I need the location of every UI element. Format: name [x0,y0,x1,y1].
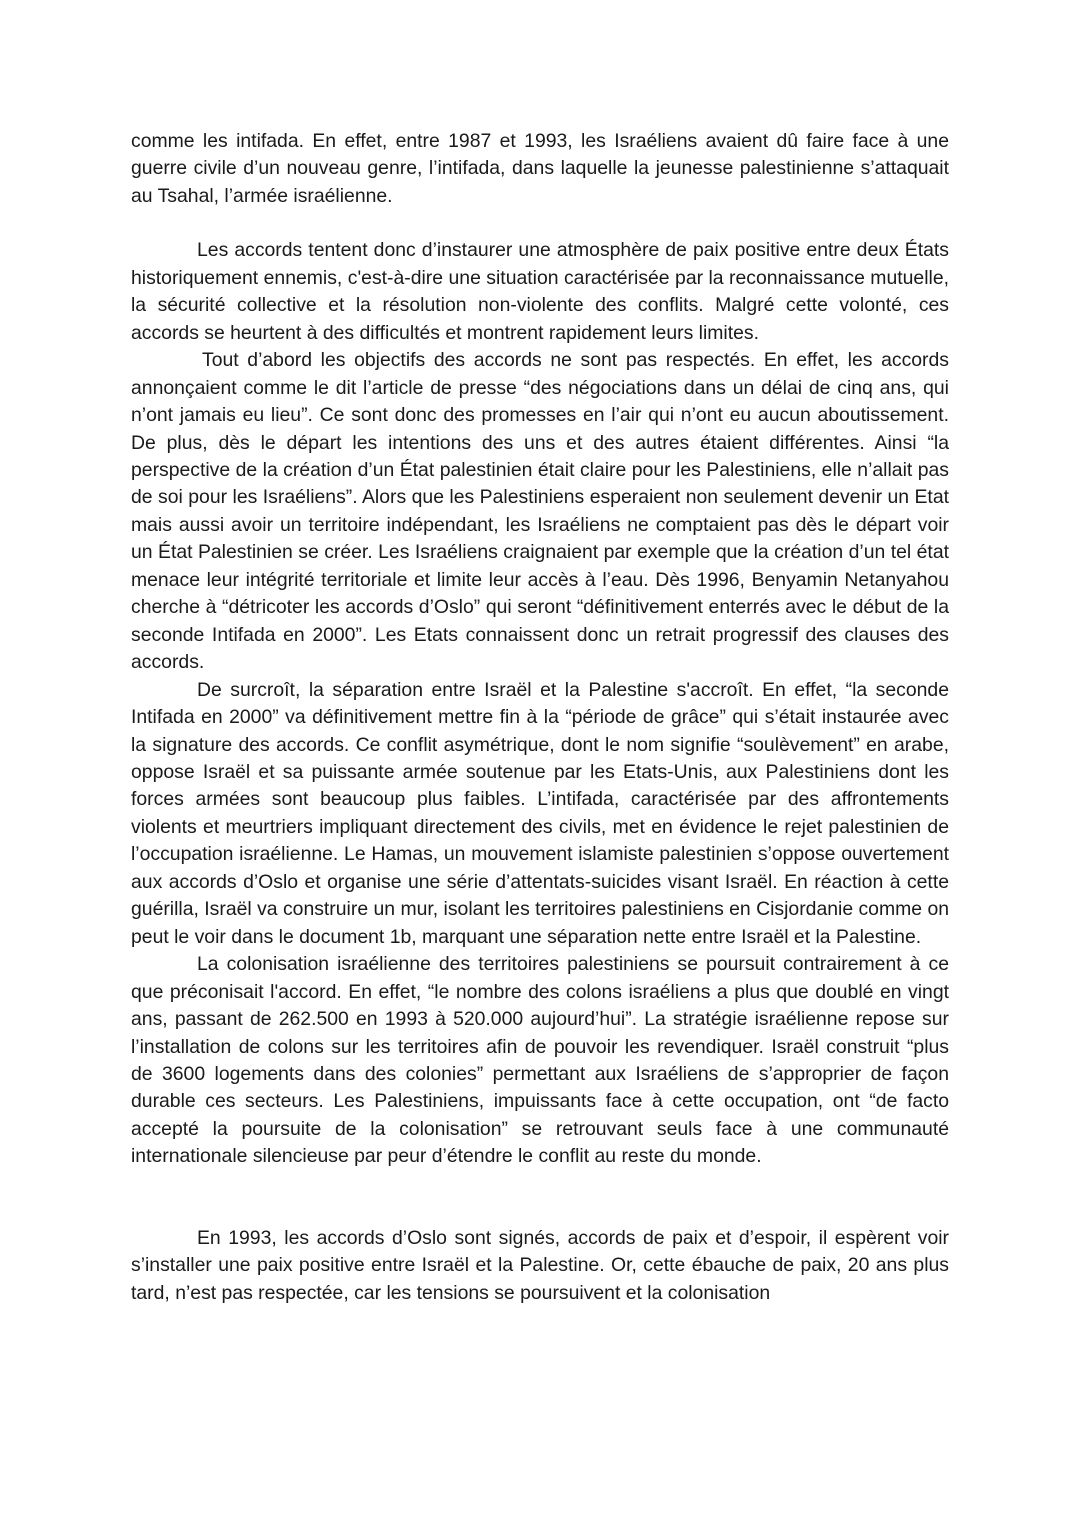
paragraph-accords-peace: Les accords tentent donc d’instaurer une atmosphère de paix positive entre deux États historiquement ennemis, c'est-à-dire une situation caractérisée par la reconnaissance mutuelle, la sécurité collective et la résolution non-violente des conflits. Malgré cette volonté, ces accords se heurtent à des difficultés et montrent rapidement leurs limites. [131,239,949,344]
paragraph-conclusion: En 1993, les accords d’Oslo sont signés, accords de paix et d’espoir, il espèrent voir s’installer une paix positive entre Israël et la Palestine. Or, cette ébauche de paix, 20 ans plus tard, n’est pas respectée, car les tensions se poursuivent et la colonisation [131,1226,949,1304]
paragraph-separation: De surcroît, la séparation entre Israël et la Palestine s'accroît. En effet, “la seconde Intifada en 2000” va définitivement mettre fin à la “période de grâce” qui s’était instaurée avec la signature des accords. Ce conflit asymétrique, dont le nom signifie “soulèvement” en arabe, oppose Israël et sa puissante armée soutenue par les Etats-Unis, aux Palestiniens dont les forces armées sont beaucoup plus faibles. L’intifada, caractérisée par des affrontements violents et meurtriers impliquant directement des civils, met en évidence le rejet palestinien de l’occupation israélienne. Le Hamas, un mouvement islamiste palestinien s’oppose ouvertement aux accords d’Oslo et organise une série d’attentats-suicides visant Israël. En réaction à cette guérilla, Israël va construire un mur, isolant les territoires palestiniens en Cisjordanie comme on peut le voir dans le document 1b, marquant une séparation nette entre Israël et la Palestine. [131,678,950,948]
paragraph-intifada-intro: comme les intifada. En effet, entre 1987 et 1993, les Israéliens avaient dû faire face à une guerre civile d’un nouveau genre, l’intifada, dans laquelle la jeunesse palestinienne s’attaquait au Tsahal, l’armée israélienne. [131,130,949,207]
document-page [131,128,949,1307]
paragraph-colonisation: La colonisation israélienne des territoires palestiniens se poursuit contrairement à ce que préconisait l'accord. En effet, “le nombre des colons israéliens a plus que doublé en vingt ans, passant de 262.500 en 1993 à 520.000 aujourd’hui”. La stratégie israélienne repose sur l’installation de colons sur les territoires afin de pouvoir les revendiquer. Israël construit “plus de 3600 logements dans des colonies” permettant aux Israéliens de s’approprier de façon durable ces secteurs. Les Palestiniens, impuissants face à cette occupation, ont “de facto accepté la poursuite de la colonisation” se retrouvant seuls face à une communauté internationale silencieuse par peur d’étendre le conflit au reste du monde. [131,953,949,1168]
paragraph-objectives: Tout d’abord les objectifs des accords ne sont pas respectés. En effet, les accords annonçaient comme le dit l’article de presse “des négociations dans un délai de cinq ans, qui n’ont jamais eu lieu”. Ce sont donc des promesses en l’air qui n’ont eu aucun aboutissement. De plus, dès le départ les intentions des uns et des autres étaient différentes. Ainsi “la perspective de la création d’un État palestinien était claire pour les Palestiniens, elle n’allait pas de soi pour les Israéliens”. Alors que les Palestiniens esperaient non seulement devenir un Etat mais aussi avoir un territoire indépendant, les Israéliens ne comptaient pas dès le départ voir un État Palestinien se créer. Les Israéliens craignaient par exemple que la création d’un tel état menace leur intégrité territoriale et limite leur accès à l’eau. Dès 1996, Benyamin Netanyahou cherche à “détricoter les accords d’Oslo” qui seront “définitivement enterrés avec le début de la seconde Intifada en 2000”. Les Etats connaissent donc un retrait progressif des clauses des accords. [131,349,949,674]
